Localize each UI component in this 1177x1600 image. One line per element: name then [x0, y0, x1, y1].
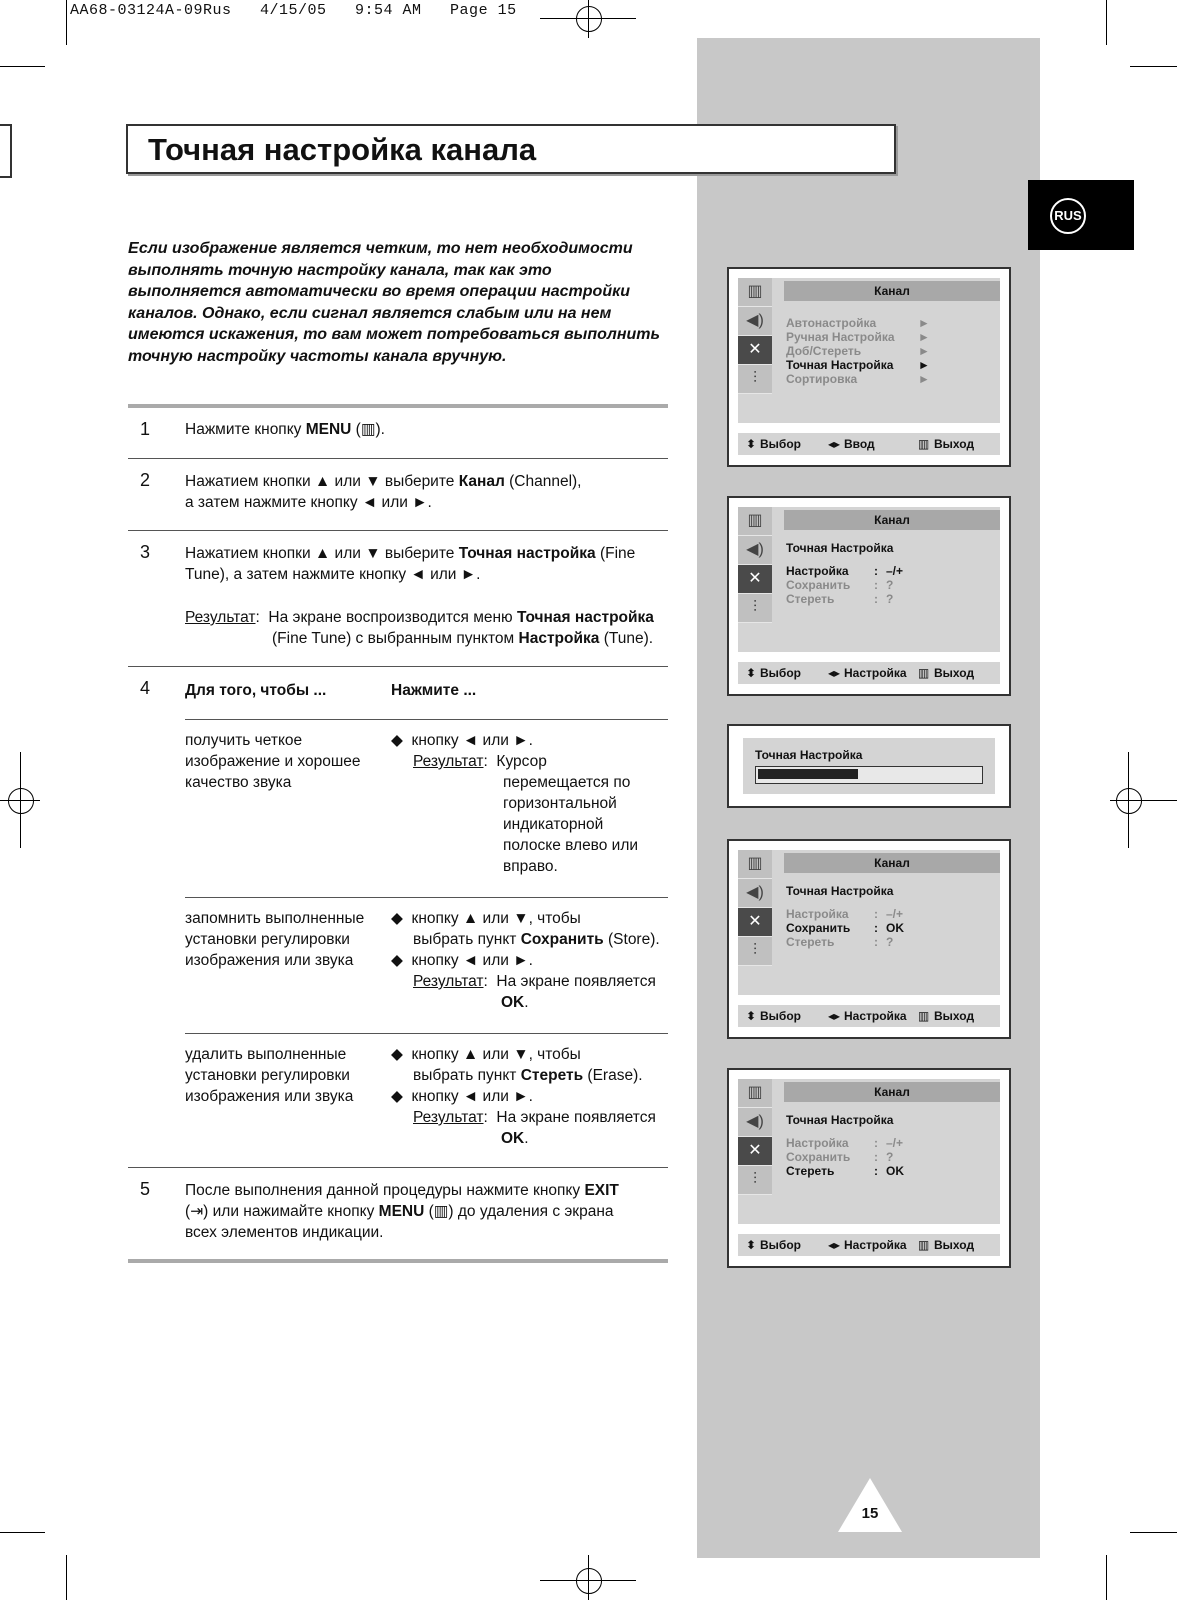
- menu-icon: ▥: [918, 1009, 930, 1023]
- table-header-goal: Для того, чтобы ...: [185, 682, 327, 699]
- sound-icon: ◀): [738, 307, 772, 336]
- osd-subtitle: Точная Настройка: [786, 1113, 894, 1127]
- osd-menu-item: Автонастройка ►: [786, 316, 930, 330]
- osd-subtitle: Точная Настройка: [786, 541, 894, 555]
- osd-subtitle: Точная Настройка: [786, 884, 894, 898]
- crop-mark: [0, 1532, 45, 1533]
- tune-bar-label: Точная Настройка: [755, 748, 863, 762]
- osd-menu-item: Сохранить : ?: [786, 1150, 894, 1164]
- osd-footer: ⬍ Выбор ◂▸ Настройка ▥ Выход: [738, 1234, 1000, 1256]
- intro-paragraph: Если изображение является четким, то нет необходимости выполнять точную настройку канала, так как это выполняется автоматически во время операции настройки каналов. Однако, если сигнал является слабым или на нем имеются искажения, то вам может потребоваться выполнить точную настройку частоты канала вручную.: [128, 240, 660, 365]
- osd-footer: ⬍ Выбор ◂▸ Настройка ▥ Выход: [738, 1005, 1000, 1027]
- osd-menu-item: Ручная Настройка ►: [786, 330, 930, 344]
- crop-mark: [1130, 1532, 1177, 1533]
- osd-screen-fine-tune: [727, 496, 1011, 696]
- crop-mark: [0, 66, 45, 67]
- channel-icon: ✕: [738, 908, 772, 937]
- updown-icon: ⬍: [746, 1238, 757, 1252]
- osd-menu-item: Сохранить : ?: [786, 578, 894, 592]
- osd-tune-bar-screen: [727, 724, 1011, 808]
- registration-mark: [8, 788, 34, 814]
- step-3-text: Нажатием кнопки ▲ или ▼ выберите Точная настройка (Fine Tune), а затем нажмите кнопку ◄ или ►.: [185, 545, 636, 583]
- table-row-goal: удалить выполненные установки регулировки изображения или звука: [185, 1046, 354, 1105]
- crop-mark: [1106, 1555, 1107, 1600]
- table-row-press: ◆ кнопку ▲ или ▼, чтобы выбрать пункт Сохранить (Store). ◆ кнопку ◄ или ►. Результат: На экране появляется OK.: [391, 910, 660, 1011]
- leftright-icon: ◂▸: [828, 1009, 841, 1023]
- registration-mark: [1116, 788, 1142, 814]
- picture-icon: ▥: [738, 1079, 772, 1108]
- osd-screen-fine-tune-store: [727, 839, 1011, 1039]
- sound-icon: ◀): [738, 879, 772, 908]
- step-divider: [128, 458, 668, 459]
- table-divider: [185, 897, 668, 898]
- osd-menu-item: Настройка : –/+: [786, 1136, 904, 1150]
- updown-icon: ⬍: [746, 437, 757, 451]
- osd-menu-item-selected: Стереть : OK: [786, 1164, 904, 1178]
- leftright-icon: ◂▸: [828, 666, 841, 680]
- page-number: 15: [861, 1505, 879, 1522]
- crop-mark: [66, 1555, 67, 1600]
- osd-footer: ⬍ Выбор ◂▸ Ввод ▥ Выход: [738, 433, 1000, 455]
- osd-menu-item-selected: Точная Настройка ►: [786, 358, 930, 372]
- osd-menu-item: Сортировка ►: [786, 372, 930, 386]
- osd-header: Канал: [784, 281, 1000, 301]
- setup-icon: ⫶: [738, 594, 772, 623]
- leftright-icon: ◂▸: [828, 437, 841, 451]
- sound-icon: ◀): [738, 536, 772, 565]
- step-3-result: Результат: На экране воспроизводится меню Точная настройка (Fine Tune) с выбранным пунктом Настройка (Tune).: [185, 609, 654, 647]
- updown-icon: ⬍: [746, 1009, 757, 1023]
- osd-menu-item: Стереть : ?: [786, 592, 894, 606]
- table-divider: [185, 719, 668, 720]
- diamond-bullet-icon: ◆: [391, 732, 403, 749]
- osd-menu-item-selected: Сохранить : OK: [786, 921, 904, 935]
- page-title-box: [126, 124, 896, 174]
- diamond-bullet-icon: ◆: [391, 1046, 403, 1063]
- sound-icon: ◀): [738, 1108, 772, 1137]
- picture-icon: ▥: [738, 278, 772, 307]
- section-rule: [128, 1259, 668, 1263]
- channel-icon: ✕: [738, 336, 772, 365]
- menu-icon: ▥: [918, 666, 930, 680]
- table-divider: [185, 1033, 668, 1034]
- tune-bar-track: [755, 766, 983, 784]
- step-1-text: Нажмите кнопку MENU (▥).: [185, 421, 385, 438]
- bleed-mark: [0, 124, 12, 178]
- picture-icon: ▥: [738, 507, 772, 536]
- crop-mark: [1106, 0, 1107, 45]
- language-tab: [1028, 180, 1134, 250]
- channel-icon: ✕: [738, 1137, 772, 1166]
- table-row-press: ◆ кнопку ▲ или ▼, чтобы выбрать пункт Стереть (Erase). ◆ кнопку ◄ или ►. Результат: На экране появляется OK.: [391, 1046, 656, 1147]
- print-header: AA68-03124A-09Rus 4/15/05 9:54 AM Page 15: [70, 2, 517, 19]
- step-number: 5: [140, 1179, 151, 1199]
- table-header-press: Нажмите ...: [391, 682, 477, 699]
- osd-header: Канал: [784, 1082, 1000, 1102]
- step-number: 4: [140, 678, 151, 698]
- section-rule: [128, 404, 668, 408]
- osd-menu-item: Настройка : –/+: [786, 907, 904, 921]
- osd-menu-item-selected: Настройка : –/+: [786, 564, 904, 578]
- diamond-bullet-icon: ◆: [391, 952, 403, 969]
- updown-icon: ⬍: [746, 666, 757, 680]
- table-row-goal: запомнить выполненные установки регулировки изображения или звука: [185, 910, 365, 969]
- table-row-press: ◆ кнопку ◄ или ►. Результат: Курсор перемещается по горизонтальной индикаторной полоске влево или вправо.: [391, 732, 639, 875]
- crop-mark: [1130, 66, 1177, 67]
- registration-mark: [576, 6, 602, 32]
- osd-footer: ⬍ Выбор ◂▸ Настройка ▥ Выход: [738, 662, 1000, 684]
- osd-header: Канал: [784, 510, 1000, 530]
- diamond-bullet-icon: ◆: [391, 1088, 403, 1105]
- osd-menu-item: Доб/Стереть ►: [786, 344, 930, 358]
- step-2-text: Нажатием кнопки ▲ или ▼ выберите Канал (Channel), а затем нажмите кнопку ◄ или ►.: [185, 473, 582, 511]
- setup-icon: ⫶: [738, 1166, 772, 1195]
- step-divider: [128, 1167, 668, 1168]
- step-number: 2: [140, 470, 151, 490]
- osd-screen-channel-menu: [727, 267, 1011, 467]
- menu-icon: ▥: [918, 437, 930, 451]
- leftright-icon: ◂▸: [828, 1238, 841, 1252]
- osd-header: Канал: [784, 853, 1000, 873]
- channel-icon: ✕: [738, 565, 772, 594]
- page-title: Точная настройка канала: [148, 132, 537, 167]
- table-row-goal: получить четкое изображение и хорошее качество звука: [185, 732, 361, 791]
- diamond-bullet-icon: ◆: [391, 910, 403, 927]
- step-number: 3: [140, 542, 151, 562]
- tune-bar-fill: [758, 769, 858, 779]
- menu-icon: ▥: [918, 1238, 930, 1252]
- step-divider: [128, 666, 668, 667]
- registration-mark: [576, 1568, 602, 1594]
- osd-menu-item: Стереть : ?: [786, 935, 894, 949]
- step-number: 1: [140, 419, 151, 439]
- step-5-text: После выполнения данной процедуры нажмите кнопку EXIT (⇥) или нажимайте кнопку MENU (▥) до удаления с экрана всех элементов индикации.: [185, 1182, 619, 1241]
- language-badge: RUS: [1050, 198, 1086, 234]
- setup-icon: ⫶: [738, 937, 772, 966]
- step-divider: [128, 530, 668, 531]
- crop-mark: [66, 0, 67, 45]
- osd-screen-fine-tune-erase: [727, 1068, 1011, 1268]
- setup-icon: ⫶: [738, 365, 772, 394]
- picture-icon: ▥: [738, 850, 772, 879]
